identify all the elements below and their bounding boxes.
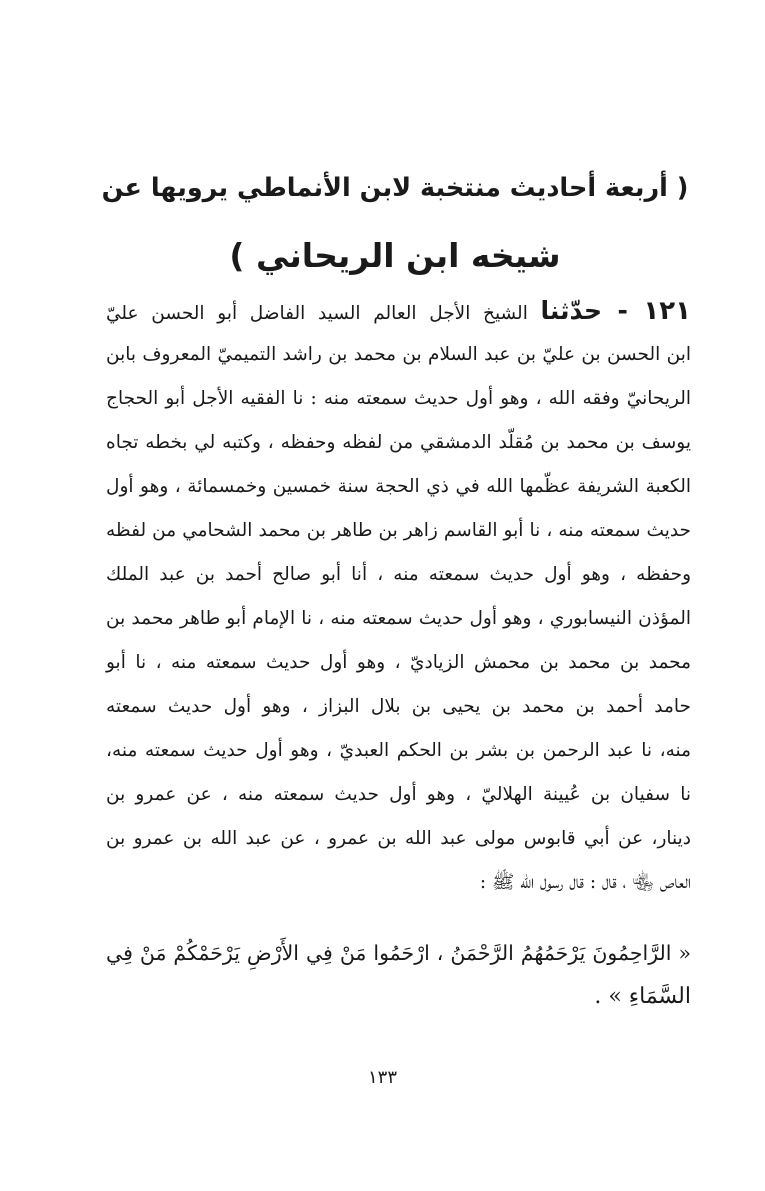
entry-line: الكعبة الشريفة عظّمها الله في ذي الحجة سنة خمسين وخمسمائة ، وهو أول (106, 476, 691, 497)
entry-line: منه، نا عبد الرحمن بن بشر بن الحكم العبديّ ، وهو أول حديث سمعته منه، (106, 740, 691, 761)
entry-dash: - (601, 296, 644, 325)
hadith-text-line-1: « الرَّاحِمُونَ يَرْحَمُهُمُ الرَّحْمَنُ ، ارْحَمُوا مَنْ فِي الأَرْضِ يَرْحَمْكُمْ مَنْ فِي (106, 941, 691, 965)
entry-line: حامد أحمد بن محمد بن يحيى بن بلال البزاز ، وهو أول حديث سمعته (106, 696, 691, 717)
entry-line: العاص ﵄ ، قال : قال رسول الله ﷺ : (479, 872, 691, 893)
entry-line: الشيخ الأجل العالم السيد الفاضل أبو الحسن عليّ (106, 303, 541, 324)
entry-line: الريحانيّ وفقه الله ، وهو أول حديث سمعته منه : نا الفقيه الأجل أبو الحجاج (106, 388, 691, 409)
entry-line: حديث سمعته منه ، نا أبو القاسم زاهر بن طاهر بن محمد الشحامي من لفظه (106, 520, 691, 541)
entry-number: ١٢١ (643, 296, 691, 326)
chapter-heading-line-1: ( أربعة أحاديث منتخبة لابن الأنماطي يرويها عن (101, 173, 689, 203)
chapter-heading-line-2: شيخه ابن الريحاني ) (229, 236, 561, 275)
entry-line: ابن الحسن بن عليّ بن عبد السلام بن محمد بن راشد التميميّ المعروف بابن (106, 344, 691, 365)
entry-line: دينار، عن أبي قابوس مولى عبد الله بن عمرو ، عن عبد الله بن عمرو بن (106, 828, 691, 849)
entry-line: وحفظه ، وهو أول حديث سمعته منه ، أنا أبو صالح أحمد بن عبد الملك (106, 564, 691, 585)
entry-line: يوسف بن محمد بن مُقلّد الدمشقي من لفظه وحفظه ، وكتبه لي بخطه تجاه (106, 432, 691, 453)
entry-line: المؤذن النيسابوري ، وهو أول حديث سمعته منه ، نا الإمام أبو طاهر محمد بن (106, 608, 691, 629)
entry-keyword: حدّثنا (540, 296, 602, 325)
entry-first-line (106, 296, 691, 329)
hadith-text-line-2: السَّمَاءِ » . (594, 984, 691, 1009)
page-number: ١٣٣ (367, 1067, 397, 1088)
entry-line: نا سفيان بن عُيينة الهلاليّ ، وهو أول حديث سمعته منه ، عن عمرو بن (106, 784, 691, 805)
entry-line: محمد بن محمد بن محمش الزياديّ ، وهو أول حديث سمعته منه ، نا أبو (106, 652, 691, 673)
